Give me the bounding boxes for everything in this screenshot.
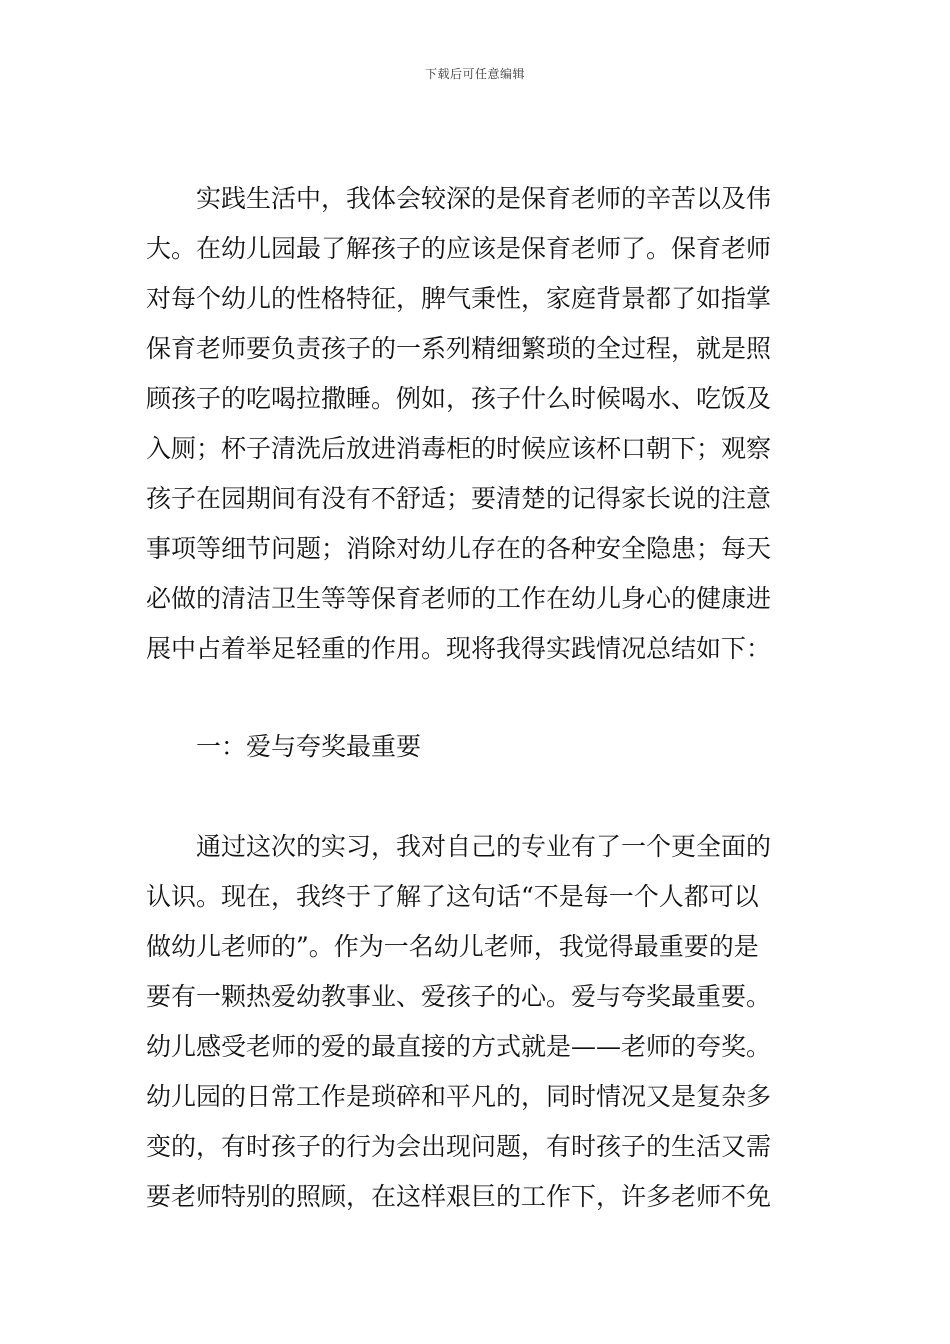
- paragraph-line: 做幼儿老师的”。作为一名幼儿老师，我觉得最重要的是: [146, 932, 759, 961]
- paragraph-line: 幼儿感受老师的爱的最直接的方式就是——老师的夸奖。: [146, 1032, 772, 1061]
- paragraph-line: 要有一颗热爱幼教事业、爱孩子的心。爱与夸奖最重要。: [146, 982, 772, 1011]
- paragraph-line: 幼儿园的日常工作是琐碎和平凡的，同时情况又是复杂多: [146, 1082, 772, 1111]
- paragraph-line: 入厕；杯子清洗后放进消毒柜的时候应该杯口朝下；观察: [146, 434, 772, 463]
- paragraph-line: 对每个幼儿的性格特征，脾气秉性，家庭背景都了如指掌: [146, 284, 772, 313]
- page-header-note: 下载后可任意编辑: [424, 67, 525, 81]
- paragraph-line: 变的，有时孩子的行为会出现问题，有时孩子的生活又需: [146, 1132, 772, 1161]
- paragraph-line: 顾孩子的吃喝拉撒睡。例如，孩子什么时候喝水、吃饭及: [146, 384, 772, 413]
- paragraph-line: 认识。现在，我终于了解了这句话“不是每一个人都可以: [146, 882, 759, 911]
- section-heading: 一：爱与夸奖最重要: [196, 732, 422, 761]
- paragraph-line: 通过这次的实习，我对自己的专业有了一个更全面的: [196, 832, 772, 861]
- paragraph-line: 大。在幼儿园最了解孩子的应该是保育老师了。保育老师: [146, 234, 772, 263]
- paragraph-line: 实践生活中，我体会较深的是保育老师的辛苦以及伟: [196, 184, 772, 213]
- paragraph-line: 孩子在园期间有没有不舒适；要清楚的记得家长说的注意: [146, 484, 772, 513]
- paragraph-line: 必做的清洁卫生等等保育老师的工作在幼儿身心的健康进: [146, 584, 772, 613]
- paragraph-line: 事项等细节问题；消除对幼儿存在的各种安全隐患；每天: [146, 534, 772, 563]
- paragraph-line: 要老师特别的照顾，在这样艰巨的工作下，许多老师不免: [146, 1182, 772, 1211]
- paragraph-line: 展中占着举足轻重的作用。现将我得实践情况总结如下：: [146, 634, 772, 663]
- paragraph-line: 保育老师要负责孩子的一系列精细繁琐的全过程，就是照: [146, 334, 772, 363]
